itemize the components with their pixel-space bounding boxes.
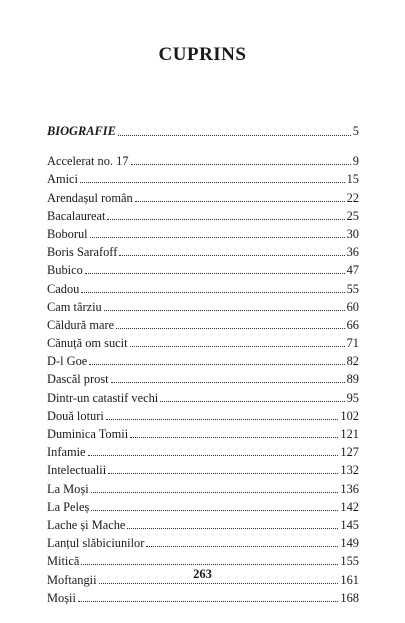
toc-entry-title: Bubico	[47, 263, 83, 278]
page-number: 263	[193, 567, 212, 581]
toc-entry-page: 82	[346, 354, 359, 369]
toc-entry	[47, 223, 359, 241]
toc-entry	[47, 332, 359, 350]
toc-entry-title: Două loturi	[47, 408, 104, 423]
toc-entry-page: 121	[340, 427, 359, 441]
toc-entry-page: 145	[340, 517, 359, 532]
toc-entry	[47, 277, 359, 295]
toc-dot-leader	[131, 163, 351, 165]
toc-dot-leader	[119, 254, 344, 256]
toc-entry-title: Boris Sarafoff	[47, 245, 118, 260]
toc-entry-page: 95	[346, 390, 359, 405]
toc-entry-page: 168	[340, 590, 359, 605]
toc-entry-title: Lache și Mache	[47, 517, 126, 532]
toc-biografie-page: 5	[352, 124, 359, 138]
toc-entry	[47, 314, 359, 332]
toc-entry-page: 102	[340, 408, 359, 423]
toc-entry-title: Mitică	[47, 554, 80, 569]
toc-dot-leader	[90, 236, 345, 238]
toc-dot-leader	[130, 345, 345, 347]
toc-entry	[47, 241, 359, 259]
toc-entry	[47, 296, 359, 314]
toc-entry	[47, 587, 359, 605]
toc-entry-page: 142	[340, 499, 359, 514]
toc-entry-title: La Peleș	[47, 499, 90, 514]
toc-entry-title: Dintr-un catastif vechi	[47, 390, 159, 405]
toc-entry-title: Amici	[47, 172, 78, 187]
toc-entry	[47, 459, 359, 477]
toc-entry-title: Dascăl prost	[47, 372, 109, 387]
toc-entry	[47, 205, 359, 223]
toc-entry-title: Cadou	[47, 281, 80, 296]
toc-entry	[47, 168, 359, 186]
toc-entry-page: 9	[352, 154, 359, 169]
toc-entry	[47, 186, 359, 204]
toc-entry-title: Căldură mare	[47, 317, 115, 332]
toc-dot-leader	[78, 600, 338, 602]
toc-entry-page: 71	[346, 336, 359, 351]
toc-entry-page: 155	[340, 554, 359, 569]
toc-entry-page: 136	[340, 481, 359, 496]
toc-dot-leader	[118, 134, 351, 136]
toc-biografie-row	[47, 121, 359, 139]
toc-dot-leader	[104, 309, 345, 311]
toc-dot-leader	[81, 563, 338, 565]
toc-entry	[47, 532, 359, 550]
toc-entry-title: Intelectualii	[47, 463, 107, 478]
toc-entry	[47, 368, 359, 386]
toc-list	[47, 150, 359, 605]
toc-dot-leader	[106, 418, 339, 420]
toc-biografie-title: BIOGRAFIE	[47, 124, 116, 138]
toc-entry	[47, 514, 359, 532]
toc-entry	[47, 259, 359, 277]
toc-dot-leader	[111, 381, 345, 383]
toc-entry	[47, 550, 359, 568]
toc-entry-page: 30	[346, 226, 359, 241]
toc-entry	[47, 477, 359, 495]
page-title: CUPRINS	[158, 44, 247, 65]
toc-dot-leader	[107, 218, 344, 220]
toc-dot-leader	[91, 509, 338, 511]
toc-entry	[47, 441, 359, 459]
toc-entry-page: 36	[346, 245, 359, 260]
toc-entry-title: Moftangii	[47, 572, 97, 587]
toc-entry	[47, 423, 359, 441]
toc-entry-title: Duminica Tomii	[47, 427, 129, 441]
toc-entry-title: Boborul	[47, 226, 88, 241]
toc-entry-title: Bacalaureat	[47, 208, 106, 223]
toc-dot-leader	[146, 545, 338, 547]
toc-entry-title: Cam târziu	[47, 299, 102, 314]
toc-entry-page: 149	[340, 536, 359, 551]
toc-entry	[47, 350, 359, 368]
toc-entry-page: 15	[346, 172, 359, 187]
toc-entry-page: 22	[346, 190, 359, 205]
toc-entry-title: La Moși	[47, 481, 89, 496]
toc-dot-leader	[130, 436, 338, 438]
toc-dot-leader	[89, 363, 344, 365]
toc-entry-page: 60	[346, 299, 359, 314]
toc-entry-page: 25	[346, 208, 359, 223]
toc-entry-page: 66	[346, 317, 359, 332]
toc-dot-leader	[116, 327, 345, 329]
toc-dot-leader	[81, 291, 344, 293]
toc-entry-page: 132	[340, 463, 359, 478]
toc-entry-page: 55	[346, 281, 359, 296]
toc-dot-leader	[88, 454, 339, 456]
toc-dot-leader	[108, 472, 338, 474]
toc-dot-leader	[135, 200, 345, 202]
toc-entry-title: Infamie	[47, 445, 86, 460]
toc-entry-title: D-l Goe	[47, 354, 88, 369]
toc-entry-page: 161	[340, 572, 359, 587]
toc-dot-leader	[127, 527, 338, 529]
toc-entry-title: Cănuță om sucit	[47, 336, 128, 351]
toc-dot-leader	[91, 491, 339, 493]
toc-entry-title: Arendașul român	[47, 190, 133, 205]
toc-entry-title: Accelerat no. 17	[47, 154, 129, 169]
toc-entry	[47, 405, 359, 423]
toc-entry-title: Moșii	[47, 590, 76, 605]
toc-entry-page: 89	[346, 372, 359, 387]
toc-entry-title: Lanțul slăbiciunilor	[47, 536, 145, 551]
toc-entry-page: 47	[346, 263, 359, 278]
toc-dot-leader	[160, 400, 344, 402]
toc-dot-leader	[85, 272, 345, 274]
toc-dot-leader	[80, 181, 345, 183]
toc-entry-page: 127	[340, 445, 359, 460]
toc-entry	[47, 386, 359, 404]
toc-entry	[47, 496, 359, 514]
toc-entry	[47, 150, 359, 168]
